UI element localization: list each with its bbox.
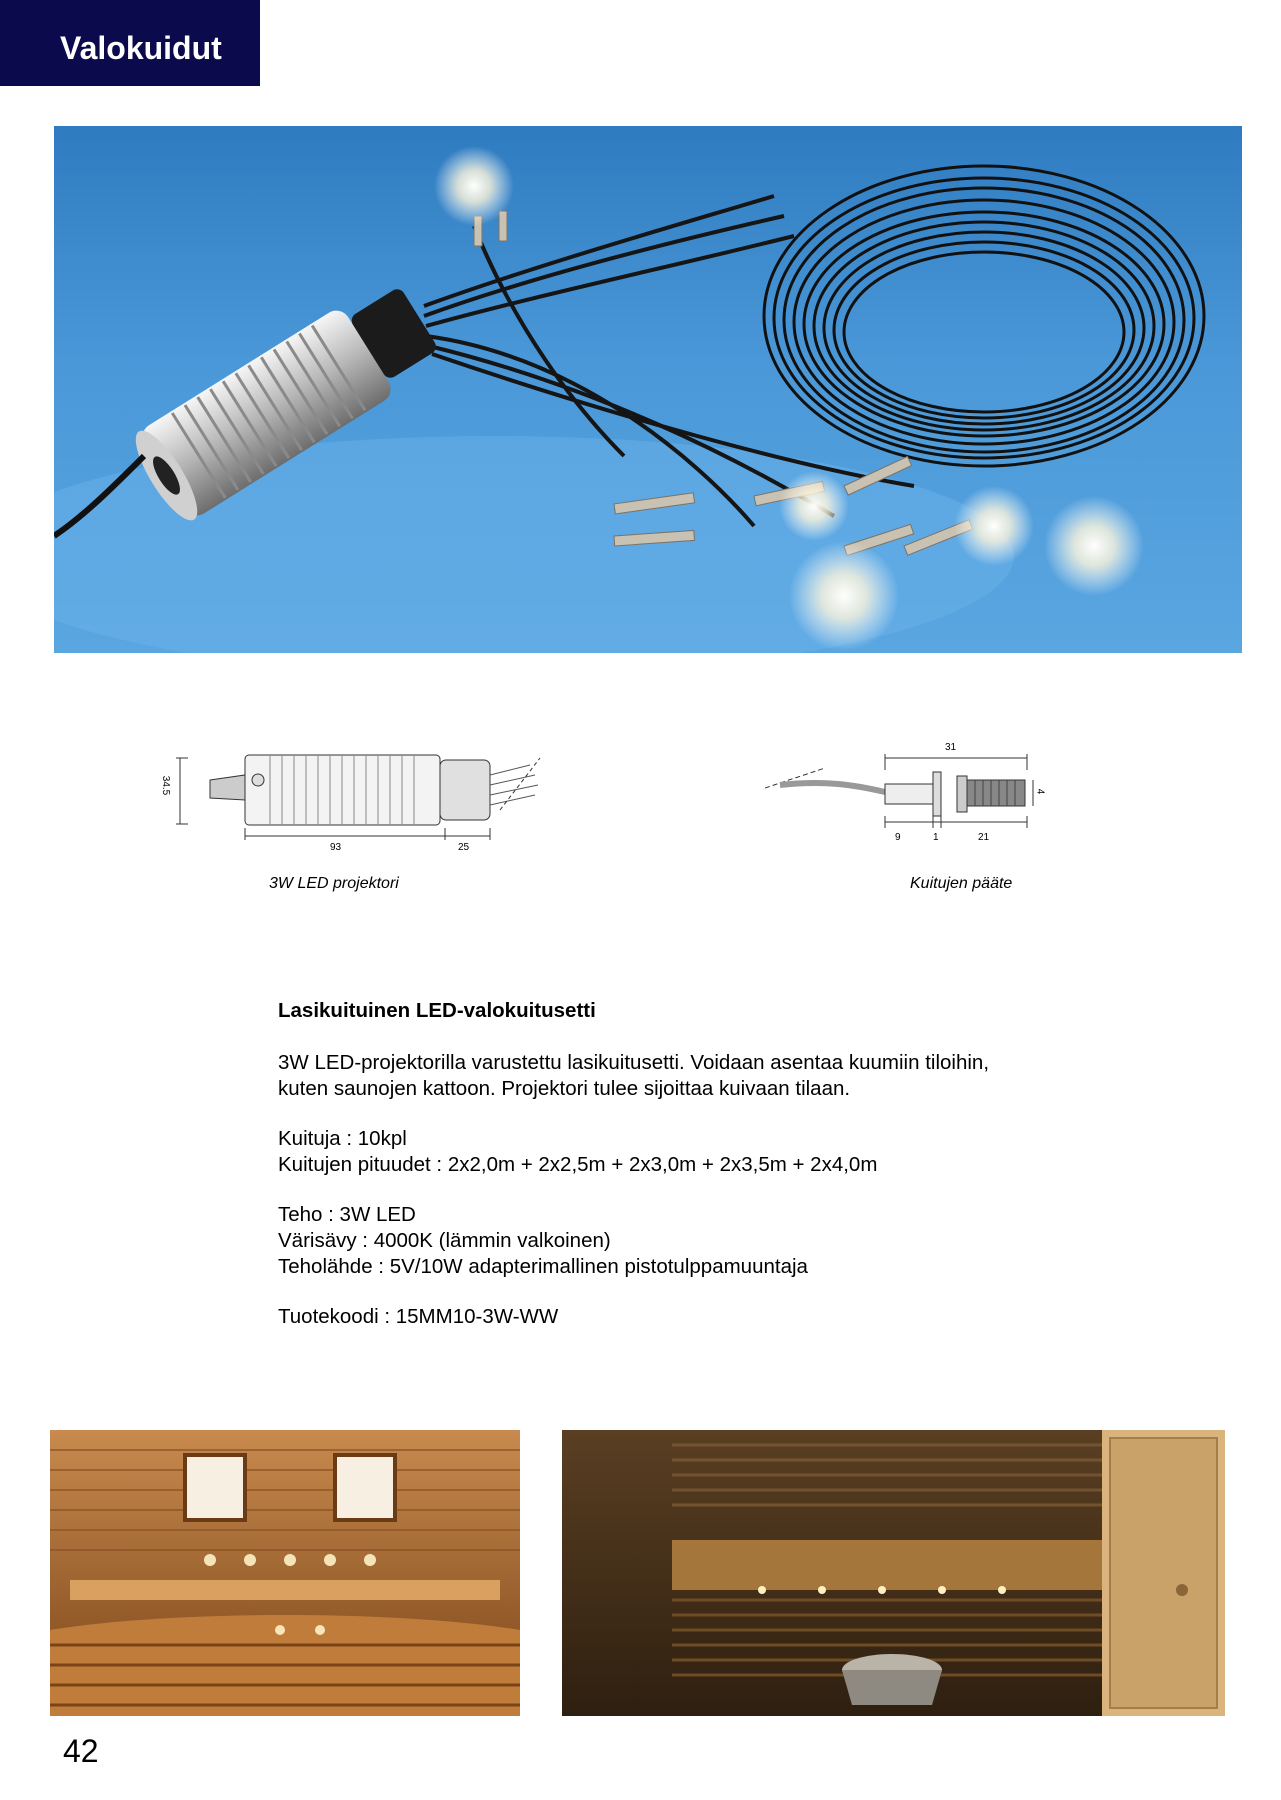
product-title: Lasikuituinen LED-valokuitusetti xyxy=(278,999,596,1022)
power-supply: Teholähde : 5V/10W adapterimallinen pistotulppamuuntaja xyxy=(278,1255,808,1278)
dim-diameter: 4 xyxy=(1034,788,1046,795)
page-number: 42 xyxy=(63,1733,99,1769)
fiber-end-caption: Kuitujen pääte xyxy=(910,875,1013,892)
projector-caption: 3W LED projektori xyxy=(269,875,399,892)
product-code: Tuotekoodi : 15MM10-3W-WW xyxy=(278,1305,559,1328)
fiber-end-drawing xyxy=(765,740,1065,860)
dim-c: 21 xyxy=(978,832,990,843)
description-line-2: kuten saunojen kattoon. Projektori tulee sijoittaa kuivaan tilaan. xyxy=(278,1077,851,1100)
dim-gland: 25 xyxy=(458,842,470,853)
dim-b: 1 xyxy=(933,832,939,843)
product-description xyxy=(278,998,1098,1354)
sauna-photo-1 xyxy=(50,1430,520,1716)
dim-total: 31 xyxy=(945,742,957,753)
section-title: Valokuidut xyxy=(60,30,222,66)
fiber-count: Kuituja : 10kpl xyxy=(278,1127,407,1150)
sauna-photo-2 xyxy=(562,1430,1225,1716)
dim-height: 34.5 xyxy=(160,775,172,796)
color-temperature: Värisävy : 4000K (lämmin valkoinen) xyxy=(278,1229,611,1252)
led-fiber-kit-illustration xyxy=(54,126,1242,653)
product-photo xyxy=(54,126,1242,653)
description-line-1: 3W LED-projektorilla varustettu lasikuitusetti. Voidaan asentaa kuumiin tiloihin, xyxy=(278,1051,990,1074)
dim-body: 93 xyxy=(330,842,342,853)
projector-drawing xyxy=(150,740,550,860)
dim-a: 9 xyxy=(895,832,901,843)
section-header-tab xyxy=(0,0,260,86)
fiber-lengths: Kuitujen pituudet : 2x2,0m + 2x2,5m + 2x3,0m + 2x3,5m + 2x4,0m xyxy=(278,1153,878,1176)
power: Teho : 3W LED xyxy=(278,1203,416,1226)
